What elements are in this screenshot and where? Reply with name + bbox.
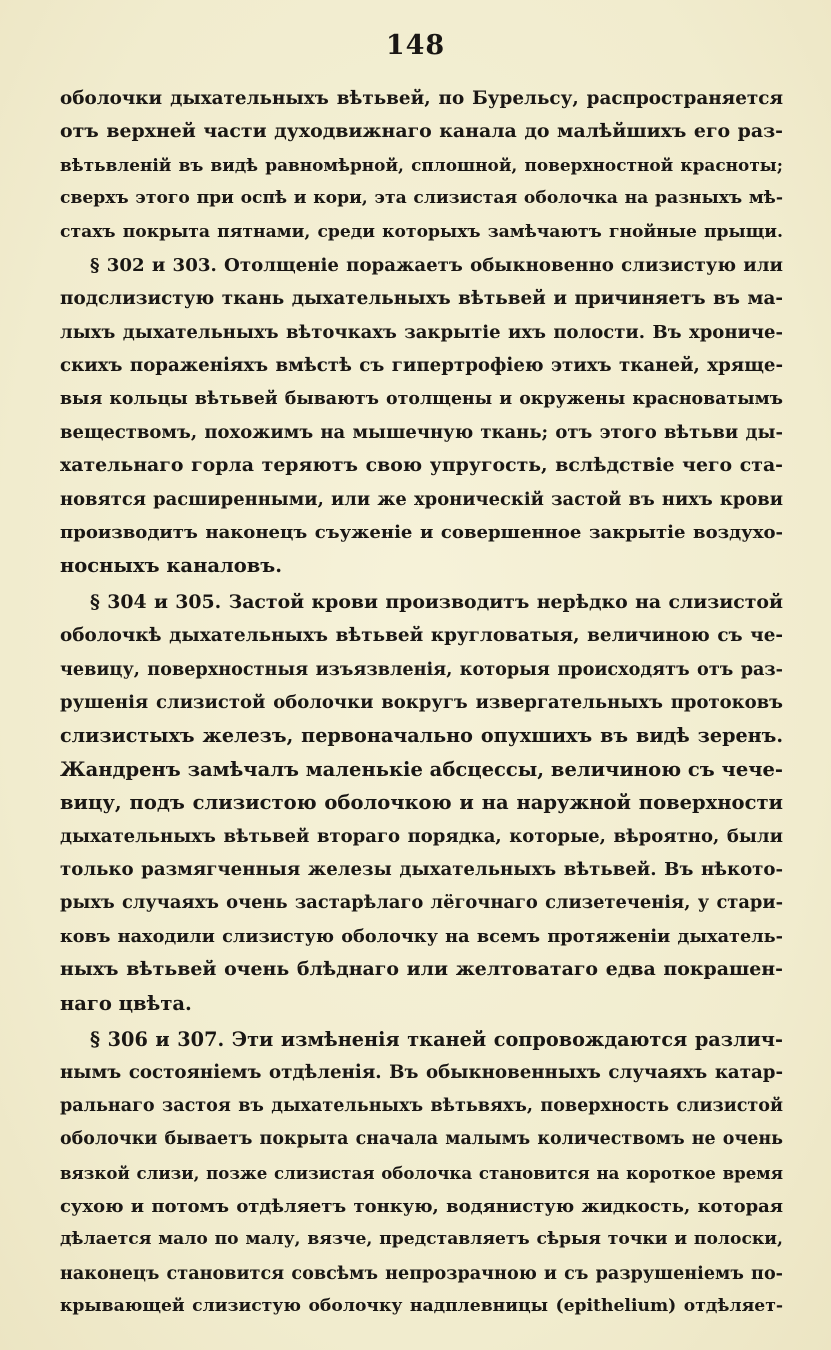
text-line: нымъ состояніемъ отдѣленія. Въ обыкновенныхъ случаяхъ катар- (60, 1062, 783, 1084)
text-line: чевицу, поверхностныя изъязвленія, которыя происходятъ отъ раз- (60, 658, 783, 680)
text-line: рушенія слизистой оболочки вокругъ извергательныхъ протоковъ (60, 692, 783, 714)
text-line: стахъ покрыта пятнами, среди которыхъ замѣчаютъ гнойные прыщи. (60, 221, 783, 242)
text-line: дыхательныхъ вѣтьвей втораго порядка, которые, вѣроятно, были (60, 825, 783, 847)
text-line: подслизистую ткань дыхательныхъ вѣтьвей и причиняетъ въ ма- (60, 288, 783, 310)
text-line: ковъ находили слизистую оболочку на всемъ протяженіи дыхатель- (60, 925, 783, 947)
text-line: производитъ наконецъ съуженіе и совершенное закрытіе воздухо- (60, 522, 783, 544)
paragraph (60, 1023, 783, 1324)
text-line: дѣлается мало по малу, вязче, представляетъ сѣрыя точки и полоски, (60, 1229, 783, 1250)
paragraph (60, 586, 783, 1020)
text-line: ральнаго застоя въ дыхательныхъ вѣтьвяхъ, поверхность слизистой (60, 1095, 783, 1116)
text-line: оболочкѣ дыхательныхъ вѣтьвей кругловатыя, величиною съ че- (60, 625, 783, 647)
text-line: ныхъ вѣтьвей очень блѣднаго или желтоватаго едва покрашен- (60, 958, 783, 981)
text-line: хательнаго горла теряютъ свою упругость, вслѣдствіе чего ста- (60, 454, 783, 477)
text-line: сухою и потомъ отдѣляетъ тонкую, водянистую жидкость, которая (60, 1195, 783, 1217)
text-line: отъ верхней части духодвижнаго канала до малѣйшихъ его раз- (60, 120, 783, 143)
text-line: только размягченныя железы дыхательныхъ вѣтьвей. Въ нѣкото- (60, 858, 783, 880)
text-line: наконецъ становится совсѣмъ непрозрачною и съ разрушеніемъ по- (60, 1262, 783, 1284)
text-line: Жандренъ замѣчалъ маленькіе абсцессы, величиною съ чече- (60, 757, 783, 781)
text-line: § 302 и 303. Отолщеніе поражаетъ обыкновенно слизистую или (90, 254, 783, 276)
text-line: наго цвѣта. (60, 991, 192, 1015)
text-line: новятся расширенными, или же хроническій застой въ нихъ крови (60, 488, 783, 510)
text-line: вязкой слизи, позже слизистая оболочка становится на короткое время (60, 1162, 783, 1183)
page-text (60, 82, 783, 1323)
text-line: рыхъ случаяхъ очень застарѣлаго лёгочнаго слизетеченія, у стари- (60, 892, 783, 914)
text-line: оболочки дыхательныхъ вѣтьвей, по Бурельсу, распространяется (60, 88, 783, 109)
text-line: крывающей слизистую оболочку надплевницы (epithelium) отдѣляет- (60, 1296, 783, 1317)
paragraph (60, 249, 783, 583)
text-line: лыхъ дыхательныхъ вѣточкахъ закрытіе ихъ полости. Въ хрониче- (60, 321, 783, 343)
text-line: носныхъ каналовъ. (60, 554, 283, 578)
text-line: § 304 и 305. Застой крови производитъ нерѣдко на слизистой (90, 590, 783, 613)
text-line: веществомъ, похожимъ на мышечную ткань; отъ этого вѣтьви ды- (60, 421, 783, 443)
text-line: выя кольцы вѣтьвей бываютъ отолщены и окружены красноватымъ (60, 388, 783, 409)
text-line: § 306 и 307. Эти измѣненія тканей сопровождаются различ- (90, 1027, 783, 1051)
text-line: скихъ пораженіяхъ вмѣстѣ съ гипертрофіею этихъ тканей, хряще- (60, 355, 783, 377)
text-line: вицу, подъ слизистою оболочкою и на наружной поверхности (60, 791, 783, 815)
paragraph (60, 82, 783, 249)
text-line: сверхъ этого при оспѣ и кори, эта слизистая оболочка на разныхъ мѣ- (60, 188, 783, 209)
text-line: вѣтьвленій въ видѣ равномѣрной, сплошной, поверхностной красноты; (60, 154, 783, 175)
text-line: слизистыхъ железъ, первоначально опухшихъ въ видѣ зеренъ. (60, 724, 783, 748)
page-number: 148 (385, 30, 446, 61)
text-line: оболочки бываетъ покрыта сначала малымъ количествомъ не очень (60, 1129, 783, 1150)
